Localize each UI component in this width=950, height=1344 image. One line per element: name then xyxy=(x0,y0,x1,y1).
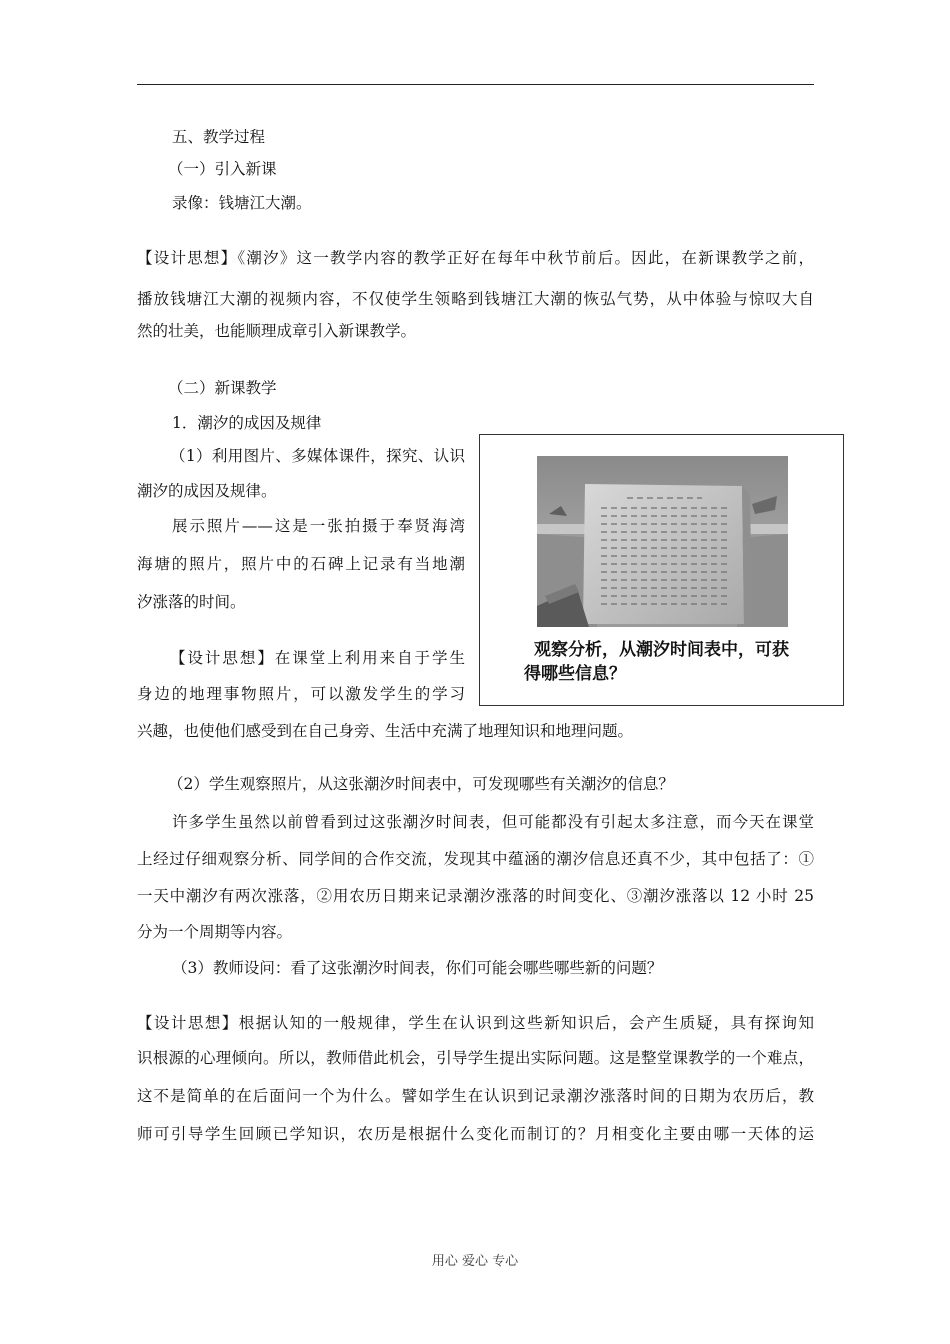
subheading-intro: （一）引入新课 xyxy=(168,160,277,178)
figure-box xyxy=(479,434,844,706)
paragraph-line: 师可引导学生回顾已学知识，农历是根据什么变化而制订的？月相变化主要由哪一天体的运 xyxy=(137,1125,814,1143)
paragraph-line: 许多学生虽然以前曾看到过这张潮汐时间表，但可能都没有引起太多注意，而今天在课堂 xyxy=(172,813,814,831)
paragraph-line: 然的壮美，也能顺理成章引入新课教学。 xyxy=(137,322,417,340)
header-rule xyxy=(137,84,814,85)
paragraph-line: 分为一个周期等内容。 xyxy=(137,923,293,941)
paragraph-line: （3）教师设问：看了这张潮汐时间表，你们可能会哪些哪些新的问题？ xyxy=(172,959,663,977)
paragraph-line: 上经过仔细观察分析、同学间的合作交流，发现其中蕴涵的潮汐信息还真不少，其中包括了：① xyxy=(137,850,814,868)
subheading-new-lesson: （二）新课教学 xyxy=(168,379,277,397)
paragraph-line: （1）利用图片、多媒体课件，探究、认识 xyxy=(170,447,465,465)
heading-teaching-process: 五、教学过程 xyxy=(172,128,266,146)
paragraph-line: 汐涨落的时间。 xyxy=(137,593,246,611)
page-footer: 用心 爱心 专心 xyxy=(431,1254,519,1269)
paragraph-line: 展示照片——这是一张拍摄于奉贤海湾 xyxy=(172,517,465,535)
video-line: 录像：钱塘江大潮。 xyxy=(172,194,312,212)
paragraph-line: 潮汐的成因及规律。 xyxy=(137,482,277,500)
paragraph-line: 识根源的心理倾向。所以，教师借此机会，引导学生提出实际问题。这是整堂课教学的一个难点， xyxy=(137,1049,814,1067)
paragraph-line: 【设计思想】《潮汐》这一教学内容的教学正好在每年中秋节前后。因此，在新课教学之前， xyxy=(137,249,814,267)
tide-stele-photo xyxy=(537,456,788,627)
paragraph-line: 【设计思想】根据认知的一般规律，学生在认识到这些新知识后，会产生质疑，具有探询知 xyxy=(137,1014,814,1032)
paragraph-line: 兴趣，也使他们感受到在自己身旁、生活中充满了地理知识和地理问题。 xyxy=(137,722,634,740)
section-title: 1．潮汐的成因及规律 xyxy=(172,414,322,432)
paragraph-line: 这不是简单的在后面问一个为什么。譬如学生在认识到记录潮汐涨落时间的日期为农历后，教 xyxy=(137,1087,814,1105)
paragraph-line: 一天中潮汐有两次涨落，②用农历日期来记录潮汐涨落的时间变化、③潮汐涨落以 12 小时 25 xyxy=(137,887,814,905)
figure-caption-line1: 观察分析，从潮汐时间表中，可获 xyxy=(534,640,789,660)
paragraph-line: 海塘的照片，照片中的石碑上记录有当地潮 xyxy=(137,555,465,573)
paragraph-line: 身边的地理事物照片，可以激发学生的学习 xyxy=(137,685,465,703)
paragraph-line: 【设计思想】在课堂上利用来自于学生 xyxy=(170,649,465,667)
paragraph-line: 播放钱塘江大潮的视频内容，不仅使学生领略到钱塘江大潮的恢弘气势，从中体验与惊叹大自 xyxy=(137,290,814,308)
paragraph-line: （2）学生观察照片，从这张潮汐时间表中，可发现哪些有关潮汐的信息？ xyxy=(168,775,674,793)
figure-caption-line2: 得哪些信息？ xyxy=(524,664,626,684)
